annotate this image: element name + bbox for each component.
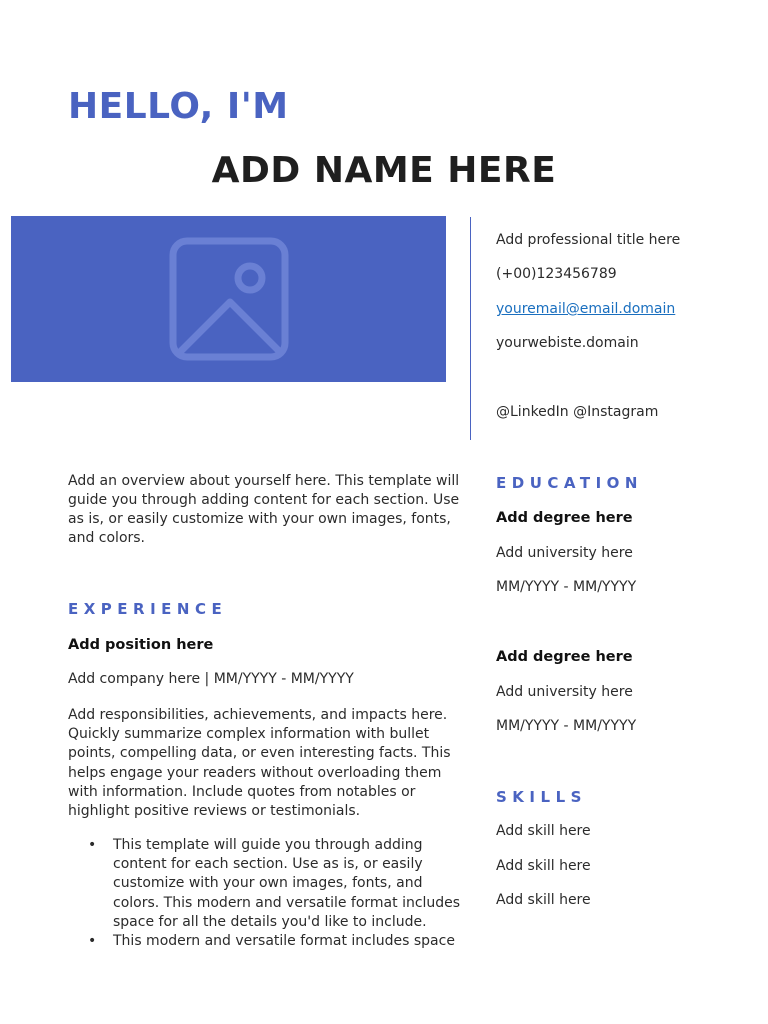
bullet-text: This template will guide you through adding content for each section. Use as is, or easily customize with your own images, fonts, and colors. This modern and versatile format includes space for all the details you'd like to include.: [113, 837, 461, 930]
skill-item: Add skill here: [496, 823, 591, 839]
education-heading: EDUCATION: [496, 474, 643, 492]
social-handles: @LinkedIn @Instagram: [496, 404, 659, 420]
education-dates: MM/YYYY - MM/YYYY: [496, 718, 637, 734]
skill-item: Add skill here: [496, 858, 591, 874]
skill-item: Add skill here: [496, 892, 591, 908]
degree-title: Add degree here: [496, 649, 633, 665]
phone-number: (+00)123456789: [496, 266, 617, 282]
university-name: Add university here: [496, 545, 633, 561]
name-title: ADD NAME HERE: [211, 150, 557, 191]
company-dates: Add company here | MM/YYYY - MM/YYYY: [68, 671, 354, 687]
university-name: Add university here: [496, 684, 633, 700]
greeting: HELLO, I'M: [68, 86, 289, 127]
image-placeholder-icon: [168, 236, 292, 362]
experience-heading: EXPERIENCE: [68, 600, 228, 618]
list-item: [68, 932, 463, 951]
bullet-text: This modern and versatile format includes space: [113, 933, 455, 950]
bullet-icon: •: [88, 837, 97, 853]
degree-title: Add degree here: [496, 510, 633, 526]
education-dates: MM/YYYY - MM/YYYY: [496, 579, 637, 595]
position-title: Add position here: [68, 637, 214, 653]
vertical-divider: [470, 217, 471, 440]
skills-heading: SKILLS: [496, 788, 587, 806]
website: yourwebiste.domain: [496, 335, 639, 351]
email-link[interactable]: youremail@email.domain: [496, 301, 676, 317]
responsibilities-text: Add responsibilities, achievements, and impacts here. Quickly summarize complex information with bullet points, compelling data, or even interesting facts. This helps engage your readers without overloading them with information. Include quotes from notables or highlight positive reviews or testimonials.: [68, 707, 451, 820]
bullet-list: [68, 836, 463, 951]
bullet-icon: •: [88, 933, 97, 950]
professional-title: Add professional title here: [496, 232, 681, 248]
overview-text: Add an overview about yourself here. This template will guide you through adding content for each section. Use as is, or easily customize with your own images, fonts, and colors.: [68, 473, 460, 546]
list-item: [68, 836, 463, 932]
